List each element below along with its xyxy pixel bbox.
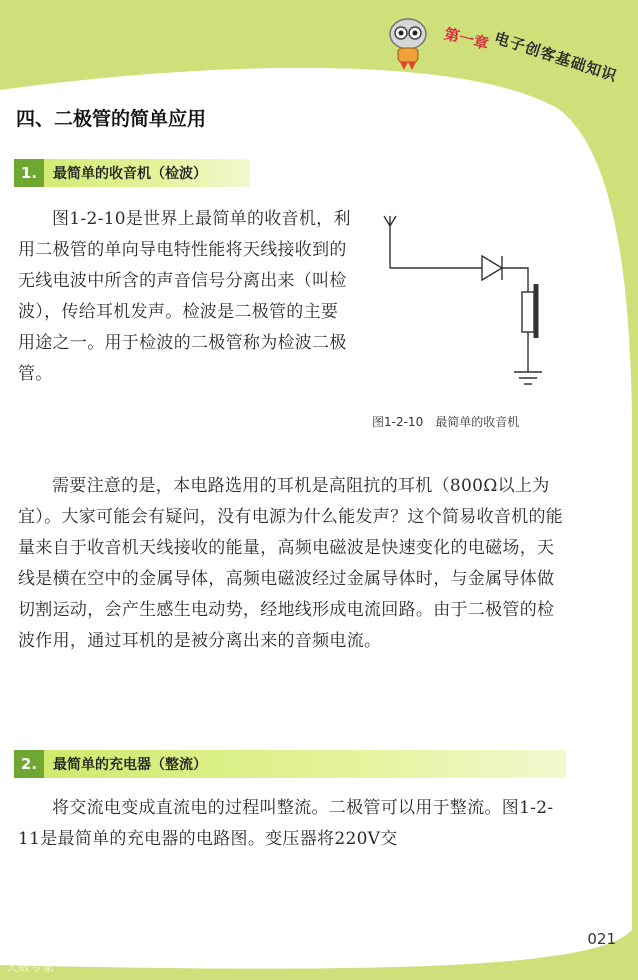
page-number: 021 xyxy=(587,930,616,948)
subsection-bar-1 xyxy=(14,159,250,187)
paragraph: 图1-2-10是世界上最简单的收音机，利用二极管的单向导电特性能将天线接收到的无线电波中所含的声音信号分离出来（叫检波），传给耳机发声。检波是二极管的主要用途之一。用于检波的二极管称为检波二极管。 xyxy=(18,209,351,384)
subsection-title: 最简单的充电器（整流） xyxy=(53,757,207,773)
diode-symbol xyxy=(482,256,502,280)
robot-mascot-icon xyxy=(380,12,440,72)
watermark: 大数专家 xyxy=(6,960,55,974)
section-heading: 四、二极管的简单应用 xyxy=(16,108,207,130)
figure-caption: 图1-2-10 最简单的收音机 xyxy=(372,415,520,429)
earphone-symbol xyxy=(522,292,534,332)
chapter-banner xyxy=(380,12,630,107)
antenna-symbol xyxy=(384,216,396,268)
subsection-bar-2 xyxy=(14,750,566,778)
subsection-title: 最简单的收音机（检波） xyxy=(53,166,207,182)
subsection-number: 2. xyxy=(14,750,44,778)
subsection-number: 1. xyxy=(14,159,44,187)
paragraph: 将交流电变成直流电的过程叫整流。二极管可以用于整流。图1-2-11是最简单的充电器的电路图。变压器将220V交 xyxy=(18,798,554,849)
ground-symbol xyxy=(514,372,542,384)
radio-circuit-diagram xyxy=(378,212,558,412)
chapter-title: 电子创客基础知识 xyxy=(492,28,620,86)
paragraph: 需要注意的是，本电路选用的耳机是高阻抗的耳机（800Ω以上为宜）。大家可能会有疑问，没有电源为什么能发声？这个简易收音机的能量来自于收音机天线接收的能量，高频电磁波是快速变化的电磁场，天线是横在空中的金属导体，高频电磁波经过金属导体时，与金属导体做切割运动，会产生感生电动势，经地线形成电流回路。由于二极管的检波作用，通过耳机的是被分离出来的音频电流。 xyxy=(18,476,564,651)
chapter-tag: 第一章 xyxy=(442,24,491,54)
